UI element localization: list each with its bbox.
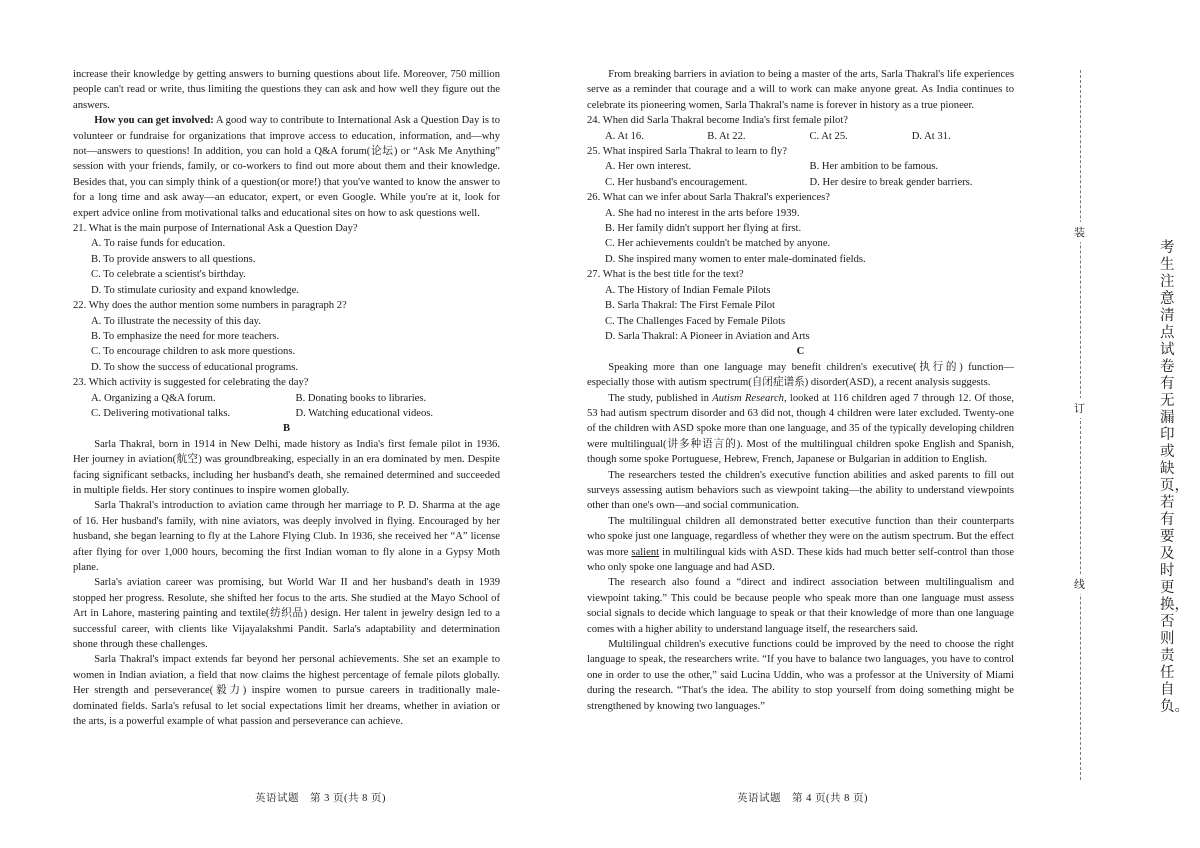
involved-heading: How you can get involved:	[94, 115, 214, 127]
footer-page-3: 英语试题 第 3 页(共 8 页)	[255, 793, 386, 804]
q23-option-c: C. Delivering motivational talks.	[91, 407, 231, 419]
q26-option-b: B. Her family didn't support her flying at first.	[605, 223, 802, 235]
binding-line	[1080, 70, 1081, 780]
q24-option-b: B. At 22.	[707, 130, 746, 142]
binding-label-xian: 线	[1074, 574, 1085, 594]
q24-option-a: A. At 16.	[605, 130, 644, 142]
q25-option-a: A. Her own interest.	[605, 161, 692, 173]
left-page	[73, 67, 500, 729]
question-23: 23. Which activity is suggested for celebrating the day?	[73, 377, 309, 389]
question-22: 22. Why does the author mention some numbers in paragraph 2?	[73, 300, 347, 312]
q23-option-d: D. Watching educational videos.	[295, 407, 434, 419]
q21-option-d: D. To stimulate curiosity and expand knowledge.	[91, 284, 299, 296]
c-p2-post: , looked at 116 children aged 7 through 12. Of those, 53 had autism spectrum disorder and 63 did not, though 4 children were later excluded. Twenty-one of the children with ASD spoke more than one language, and 35 of the typically developing children were multilingual(讲多种语言的). Most of the multilingual children spoke English and Spanish, though some spoke Portuguese, Hebrew, French, Japanese or Bulgarian in addition to English.	[587, 392, 1015, 466]
involved-text: A good way to contribute to International Ask a Question Day is to volunteer or fundraise for organizations that improve access to education, information, and—why not—answers to questions! In addition, you can hold a Q&A forum(论坛) or “Ask Me Anything” session with your friends, family, or co-workers to find out more about them and their knowledge. Besides that, you can simply think of a question(or more!) that you've wanted to know the answer to for a long time and ask away—an educator, expert, or even Google. While you're at it, look for expert advice online from motivational talks and educational sites on how to ask questions well.	[73, 115, 500, 219]
q22-option-a: A. To illustrate the necessity of this day.	[91, 315, 261, 327]
q23-options	[73, 391, 500, 422]
q25-option-d: D. Her desire to break gender barriers.	[809, 176, 973, 188]
right-page	[587, 67, 1014, 714]
q21-option-c: C. To celebrate a scientist's birthday.	[91, 269, 246, 281]
q24-option-c: C. At 25.	[809, 130, 848, 142]
q27-option-a: A. The History of Indian Female Pilots	[605, 284, 771, 296]
c-p4-pre: The multilingual children all demonstrated better executive function than their counterparts who spoke just one language, regardless of whether they were on the autism spectrum. But the effect was more	[587, 515, 1014, 558]
binding-label-zhuang: 装	[1074, 222, 1085, 242]
binding-label-ding: 订	[1074, 398, 1085, 418]
q22-option-b: B. To emphasize the need for more teachers.	[91, 330, 280, 342]
journal-title: Autism Research	[712, 392, 784, 404]
q25-option-b: B. Her ambition to be famous.	[809, 161, 939, 173]
q26-option-d: D. She inspired many women to enter male-dominated fields.	[605, 253, 866, 265]
q24-options	[587, 129, 1014, 144]
q25-options	[587, 159, 1014, 190]
c-paragraph-4	[587, 514, 1014, 576]
c-paragraph-2	[587, 391, 1014, 468]
q22-option-d: D. To show the success of educational programs.	[91, 361, 299, 373]
c-paragraph-5: The research also found a “direct and indirect association between multilingualism and viewpoint taking.” This could be because people who speak more than one language must assess social signals to decide which language to speak or that their knowledge of more than one language comes with a higher ability to understand language itself, the researchers said.	[587, 577, 1014, 635]
c-p2-pre: The study, published in	[608, 392, 713, 404]
section-b-heading: B	[282, 423, 291, 435]
section-c-heading: C	[796, 346, 805, 358]
b-paragraph-2: Sarla Thakral's introduction to aviation came through her marriage to P. D. Sharma at the age of 16. Her husband's family, with nine aviators, was deeply involved in flying. Encouraged by her husband, she began learning to fly at the Lahore Flying Club. In 1936, she received her “A” license after flying for over 1,000 hours, becoming the first Indian woman to fly alone in a Gypsy Moth plane.	[73, 500, 500, 573]
question-25: 25. What inspired Sarla Thakral to learn to fly?	[587, 146, 787, 158]
q21-option-b: B. To provide answers to all questions.	[91, 253, 256, 265]
b-paragraph-5: From breaking barriers in aviation to being a master of the arts, Sarla Thakral's life experiences serve as a reminder that courage and a will to work can make anyone great. As India continues to celebrate its pioneering women, Sarla Thakral's name is forever in history as a true pioneer.	[587, 69, 1014, 111]
q25-option-c: C. Her husband's encouragement.	[605, 176, 748, 188]
q23-option-b: B. Donating books to libraries.	[295, 392, 427, 404]
q23-option-a: A. Organizing a Q&A forum.	[91, 392, 216, 404]
question-21: 21. What is the main purpose of International Ask a Question Day?	[73, 223, 358, 235]
b-paragraph-4: Sarla Thakral's impact extends far beyond her personal achievements. She set an example to women in Indian aviation, a field that now claims the highest percentage of female pilots globally. Her strength and perseverance(毅力) inspire women to pursue careers in traditionally male-dominated fields. Sarla's refusal to let social expectations limit her dreams, whether in aviation or the arts, is a powerful example of what passion and perseverance can achieve.	[73, 654, 500, 728]
c-paragraph-3: The researchers tested the children's executive function abilities and asked parents to fill out surveys assessing autism behaviors such as viewpoint taking—the ability to understand viewpoints other than one's own—and social communication.	[587, 469, 1014, 512]
underlined-word: salient	[631, 546, 660, 558]
q24-option-d: D. At 31.	[911, 130, 951, 142]
b-paragraph-3: Sarla's aviation career was promising, but World War II and her husband's death in 1939 stopped her progress. Resolute, she shifted her focus to the arts. She studied at the Mayo School of Art in Lahore, mastering painting and textile(纺织品) design. Her talent in jewelry design led to a successful career, with clients like Vijayalakshmi Pandit. Sarla's adaptability and determination shone through these challenges.	[73, 577, 500, 651]
question-26: 26. What can we infer about Sarla Thakral's experiences?	[587, 192, 831, 204]
q27-option-b: B. Sarla Thakral: The First Female Pilot	[605, 300, 775, 312]
footer-page-4: 英语试题 第 4 页(共 8 页)	[737, 793, 868, 804]
b-paragraph-1: Sarla Thakral, born in 1914 in New Delhi, made history as India's first female pilot in 1936. Her journey in aviation(航空) was groundbreaking, especially in an era dominated by men. Despite facing significant setbacks, including her husband's death, she remained determined and succeeded in multiple fields. Her story continues to inspire women globally.	[73, 438, 500, 496]
q22-option-c: C. To encourage children to ask more questions.	[91, 346, 296, 358]
q21-option-a: A. To raise funds for education.	[91, 238, 226, 250]
question-24: 24. When did Sarla Thakral become India's first female pilot?	[587, 115, 848, 127]
c-paragraph-1: Speaking more than one language may benefit children's executive(执行的) function—especially those with autism spectrum(自闭症谱系) disorder(ASD), a recent analysis suggests.	[587, 361, 1014, 389]
q27-option-d: D. Sarla Thakral: A Pioneer in Aviation and Arts	[605, 330, 810, 342]
c-p4-post: in multilingual kids with ASD. These kids had much better self-control than those who only spoke one language and had ASD.	[587, 546, 1014, 573]
c-paragraph-6: Multilingual children's executive functions could be improved by the need to choose the right language to speak, the researchers write. “If you have to balance two languages, you have to control one in order to use the other,” said Lucina Uddin, who was a professor at the University of Miami during the research. “That's the idea. The ability to stop yourself from doing something might be strengthened by knowing two languages.”	[587, 639, 1014, 712]
question-27: 27. What is the best title for the text?	[587, 269, 744, 281]
intro-paragraph: increase their knowledge by getting answers to burning questions about life. Moreover, 750 million people can't read or write, thus limiting the questions they can ask and how well they figure out the answers.	[73, 69, 500, 111]
q26-option-c: C. Her achievements couldn't be matched by anyone.	[605, 238, 831, 250]
q27-option-c: C. The Challenges Faced by Female Pilots	[605, 315, 786, 327]
involved-paragraph	[73, 113, 500, 221]
exam-notice: 考生注意清点试卷有无漏印或缺页，若有要及时更换，否则责任自负。	[1160, 240, 1189, 715]
q26-option-a: A. She had no interest in the arts before 1939.	[605, 207, 800, 219]
